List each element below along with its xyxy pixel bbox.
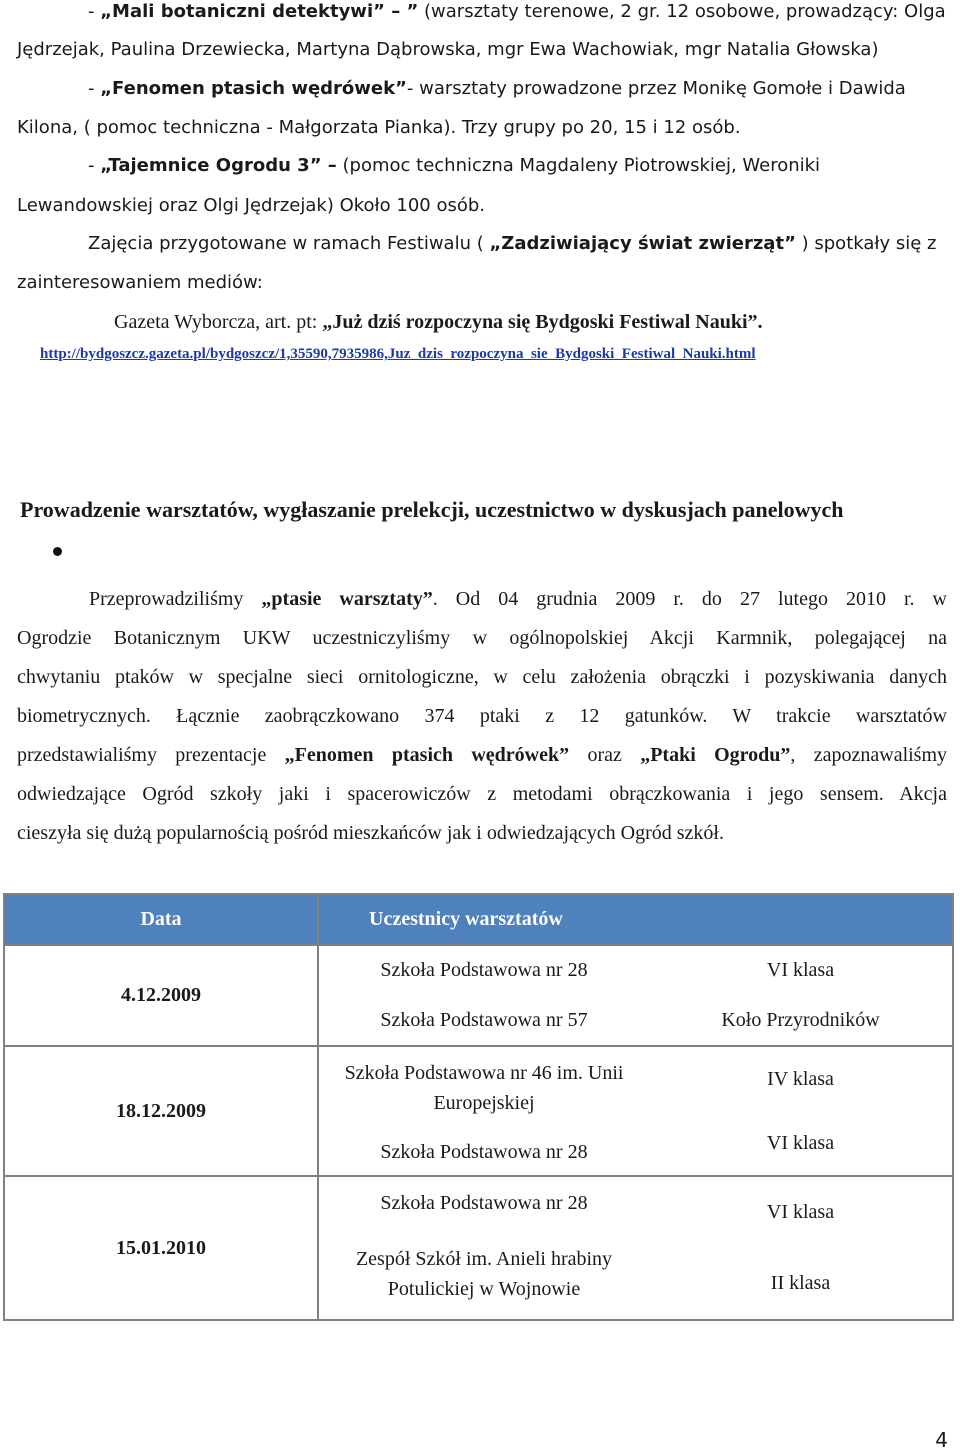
row-classes <box>649 945 953 1046</box>
school-name: Szkoła Podstawowa nr 28 <box>380 1140 588 1163</box>
paragraph-line-1: Przeprowadziliśmy „ptasie warsztaty”. Od 04 grudnia 2009 r. do 27 lutego 2010 r. w <box>89 588 947 610</box>
class-name: VI klasa <box>766 1201 835 1223</box>
table-row <box>4 945 953 1046</box>
workshop-table <box>3 893 954 1321</box>
class-name: II klasa <box>770 1272 831 1294</box>
school-name: Szkoła Podstawowa nr 28 <box>380 1191 588 1214</box>
intro-line-7: Zajęcia przygotowane w ramach Festiwalu ( „Zadziwiający świat zwierząt” ) spotkały się z <box>88 233 937 254</box>
row-classes <box>649 1176 953 1320</box>
school-name: Zespół Szkół im. Anieli hrabiny Potulickiej w Wojnowie <box>355 1248 613 1301</box>
row-date: 15.01.2010 <box>4 1176 318 1320</box>
paragraph-line-5: przedstawialiśmy prezentacje „Fenomen ptasich wędrówek” oraz „Ptaki Ogrodu”, zapoznawaliśmy <box>17 744 948 766</box>
class-name: IV klasa <box>767 1067 834 1090</box>
intro-line-4: Kilona, ( pomoc techniczna - Małgorzata Pianka). Trzy grupy po 20, 15 i 12 osób. <box>17 117 741 138</box>
intro-line-6: Lewandowskiej oraz Olgi Jędrzejak) Około 100 osób. <box>17 195 486 216</box>
row-schools <box>318 945 649 1046</box>
header-participants: Uczestnicy warsztatów <box>318 894 953 945</box>
intro-line-1: - „Mali botaniczni detektywi” – ” (warsztaty terenowe, 2 gr. 12 osobowe, prowadzący: Olga <box>88 1 946 22</box>
school-name: Szkoła Podstawowa nr 28 <box>380 959 588 982</box>
intro-line-9: Gazeta Wyborcza, art. pt: „Już dziś rozpoczyna się Bydgoski Festiwal Nauki”. <box>114 311 763 333</box>
row-schools <box>318 1046 649 1176</box>
intro-line-5: - „Tajemnice Ogrodu 3” – (pomoc techniczna Magdaleny Piotrowskiej, Weroniki <box>88 155 821 176</box>
class-name: Koło Przyrodników <box>721 1008 880 1031</box>
school-name: Szkoła Podstawowa nr 57 <box>380 1008 588 1031</box>
paragraph-line-3: chwytaniu ptaków w specjalne sieci ornitologiczne, w celu założenia obrączki i pozyskiwania danych <box>17 666 947 688</box>
header-date: Data <box>4 894 318 945</box>
class-name: VI klasa <box>766 959 835 982</box>
intro-line-2: Jędrzejak, Paulina Drzewiecka, Martyna Dąbrowska, mgr Ewa Wachowiak, mgr Natalia Głowska) <box>17 39 879 60</box>
table-row <box>4 1176 953 1320</box>
school-name: Szkoła Podstawowa nr 46 im. Unii Europejskiej <box>344 1062 624 1115</box>
row-schools <box>318 1176 649 1320</box>
paragraph-line-4: biometrycznych. Łącznie zaobrączkowano 374 ptaki z 12 gatunków. W trakcie warsztatów <box>17 705 947 727</box>
class-name: VI klasa <box>766 1131 835 1154</box>
article-link[interactable]: http://bydgoszcz.gazeta.pl/bydgoszcz/1,35590,7935986,Juz_dzis_rozpoczyna_sie_Bydgoski_Festiwal_Nauki.html <box>40 346 756 362</box>
section-heading: Prowadzenie warsztatów, wygłaszanie prelekcji, uczestnictwo w dyskusjach panelowych <box>20 497 844 522</box>
row-date: 18.12.2009 <box>4 1046 318 1176</box>
table-header-row <box>4 894 953 945</box>
paragraph-line-6: odwiedzające Ogród szkoły jaki i spacerowiczów z metodami obrączkowania i jego sensem. Akcja <box>17 783 947 805</box>
table-row <box>4 1046 953 1176</box>
intro-line-8: zainteresowaniem mediów: <box>17 272 263 293</box>
intro-line-3: - „Fenomen ptasich wędrówek”- warsztaty prowadzone przez Monikę Gomołe i Dawida <box>88 78 906 99</box>
row-date: 4.12.2009 <box>4 945 318 1046</box>
bullet-icon <box>53 547 62 556</box>
row-classes <box>649 1046 953 1176</box>
paragraph-line-2: Ogrodzie Botanicznym UKW uczestniczyliśmy w ogólnopolskiej Akcji Karmnik, polegającej na <box>17 627 947 649</box>
page-number: 4 <box>935 1428 948 1452</box>
paragraph-line-7: cieszyła się dużą popularnością pośród mieszkańców jak i odwiedzających Ogród szkół. <box>17 822 724 844</box>
